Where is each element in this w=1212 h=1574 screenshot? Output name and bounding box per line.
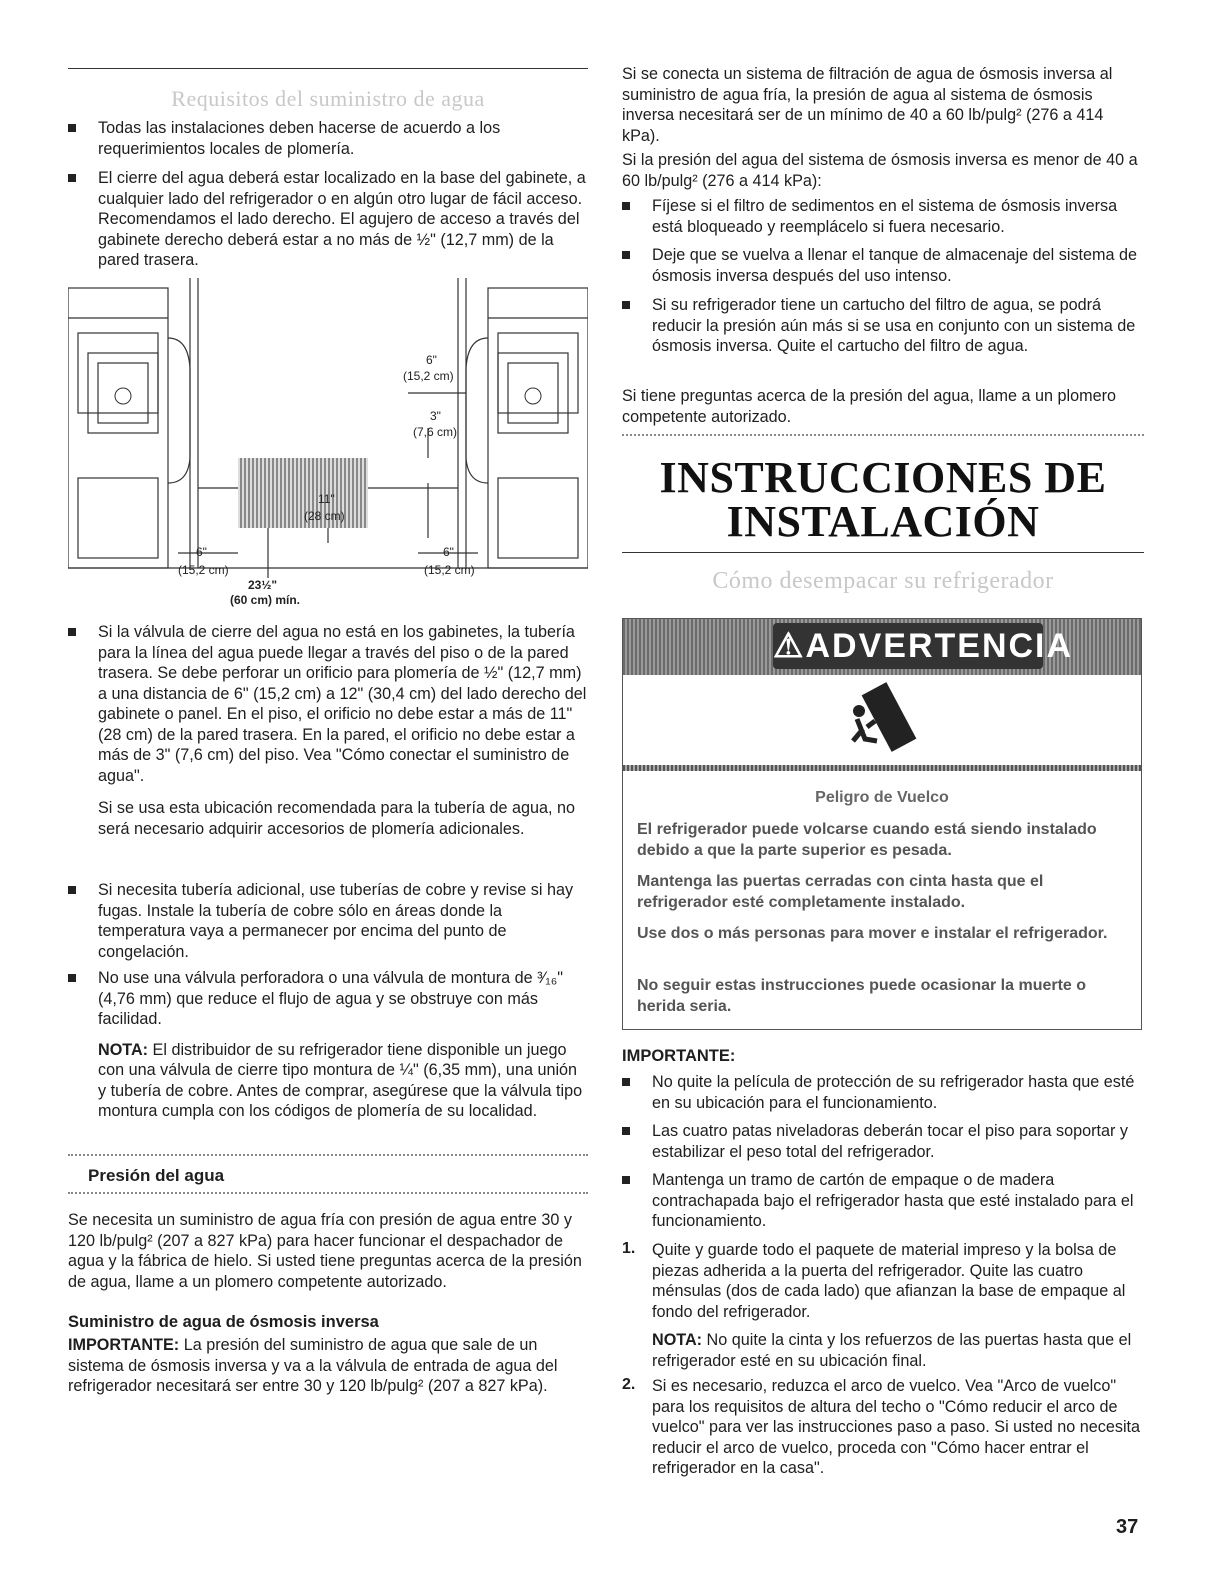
list-item: No quite la película de protección de su refrigerador hasta que esté en su ubicación para el funcionamiento. [622, 1072, 1144, 1113]
osmosis-text: IMPORTANTE: La presión del suministro de agua que sale de un sistema de ósmosis inversa y va a la válvula de entrada de agua del refrigerador necesitará ser entre 30 y 120 lb/pulg² (207 a 827 kPa). [68, 1336, 558, 1395]
list-item: Si la válvula de cierre del agua no está en los gabinetes, la tubería para la línea del agua puede llegar a través del piso o de la pared trasera. Se debe perforar un orificio para plomería de ½" (12,7 mm) a una distancia de 6" (15,2 cm) a 12" (30,4 cm) del lado derecho del gabinete o panel. En el piso, el orificio no debe estar a más de 11" (28 cm) de la pared trasera. En la pared, el orificio no debe estar a más de 3" (7,6 cm) del piso. Vea "Cómo conectar el suministro de agua". Si se usa esta ubicación recomendada para la tubería de agua, no será necesario adquirir accesorios de plomería adicionales. [68, 622, 588, 839]
dim-11-cm: (28 cm) [304, 509, 345, 523]
warning-line: Use dos o más personas para mover e instalar el refrigerador. [637, 925, 1108, 942]
list-item: Las cuatro patas niveladoras deberán tocar el piso para soportar y estabilizar el peso total del refrigerador. [622, 1121, 1144, 1162]
top-rule [68, 68, 588, 69]
bullet-icon [68, 886, 76, 894]
warning-line: No seguir estas instrucciones puede ocasionar la muerte o herida seria. [637, 977, 1087, 1015]
list-item: Si necesita tubería adicional, use tuberías de cobre y revise si hay fugas. Instale la tubería de cobre sólo en áreas donde la temperatura vaya a permanecer por encima del punto de congelación. [68, 880, 588, 962]
list-item: Deje que se vuelva a llenar el tanque de almacenaje del sistema de ósmosis inversa después del uso intenso. [622, 245, 1144, 286]
step-2: 2. Si es necesario, reduzca el arco de vuelco. Vea "Arco de vuelco" para los requisitos de altura del techo o "Cómo reducir el arco de vuelco" para ver las instrucciones paso a paso. Si usted no necesita reducir el arco de vuelco, proceda con "Cómo hacer entrar el refrigerador en la casa". [622, 1376, 1141, 1477]
dim-23-cm: (60 cm) mín. [230, 593, 301, 607]
dim-3-cm: (7,6 cm) [413, 425, 458, 439]
warning-line: El refrigerador puede volcarse cuando está siendo instalado debido a que la parte superior es pesada. [637, 821, 1097, 859]
bullet-icon [622, 1176, 630, 1184]
bullet-icon [68, 124, 76, 132]
floor-hatch-area [238, 458, 368, 528]
dim-6-left: 6" [196, 545, 207, 559]
divider [68, 1154, 588, 1156]
page-title-line2: INSTALACIÓN [726, 497, 1040, 546]
presion-text: Se necesita un suministro de agua fría con presión de agua entre 30 y 120 lb/pulg² (207 a 827 kPa) para hacer funcionar el despachador de agua y la fábrica de hielo. Si usted tiene preguntas acerca de la presión de agua, llame a un plomero competente autorizado. [68, 1211, 582, 1291]
warning-subtitle: Peligro de Vuelco [815, 789, 949, 806]
bullet-icon [622, 1127, 630, 1135]
right-p2: Si la presión del agua del sistema de ósmosis inversa es menor de 40 a 60 lb/pulg² (276 a 414 kPa): [622, 151, 1138, 190]
warning-divider [623, 765, 1141, 771]
dim-23: 23½" [248, 578, 278, 592]
right-p1: Si se conecta un sistema de filtración de agua de ósmosis inversa al suministro de agua fría, la presión de agua al sistema de ósmosis inversa necesitará ser de un mínimo de 40 a 60 lb/pulg² (276 a 414 kPa). [622, 65, 1113, 145]
warning-header [623, 619, 1141, 675]
list-item: Fíjese si el filtro de sedimentos en el sistema de ósmosis inversa está bloqueado y reemplácelo si fuera necesario. [622, 196, 1144, 237]
bullet-icon [68, 174, 76, 182]
section-title-water-supply: Requisitos del suministro de agua [171, 86, 485, 111]
list-item: Todas las instalaciones deben hacerse de acuerdo a los requerimientos locales de plomería. [68, 118, 588, 159]
bullet-icon [622, 251, 630, 259]
list-item: El cierre del agua deberá estar localizado en la base del gabinete, a cualquier lado del refrigerador o en algún otro lugar de fácil acceso. Recomendamos el lado derecho. El agujero de acceso a través del gabinete derecho deberá estar a no más de ½" (12,7 mm) de la pared trasera. [68, 168, 588, 271]
warning-line: Mantenga las puertas cerradas con cinta hasta que el refrigerador esté completamente instalado. [637, 873, 1044, 911]
page-number: 37 [1116, 1516, 1139, 1538]
dim-6-top-cm: (15,2 cm) [403, 369, 454, 383]
osmosis-title: Suministro de agua de ósmosis inversa [68, 1313, 379, 1331]
importante-label: IMPORTANTE: [622, 1047, 736, 1065]
section-rule [622, 552, 1144, 553]
page-title-line1: INSTRUCCIONES DE [659, 453, 1107, 502]
bullet-icon [68, 974, 76, 982]
bullet-icon [622, 202, 630, 210]
divider [622, 434, 1144, 436]
list-item: Si su refrigerador tiene un cartucho del filtro de agua, se podrá reducir la presión aún más si se usa en conjunto con un sistema de ósmosis inversa. Quite el cartucho del filtro de agua. [622, 295, 1144, 357]
dim-6-top: 6" [426, 353, 437, 367]
warning-label: ⚠ADVERTENCIA [773, 623, 1043, 669]
valve-icon [115, 388, 131, 404]
presion-title: Presión del agua [88, 1166, 225, 1185]
step-1: 1. Quite y guarde todo el paquete de material impreso y la bolsa de piezas adherida a la puerta del refrigerador. Quite las cuatro ménsulas (dos de cada lado) que afianzan la base de empaque al fondo del refrigerador. NOTA: No quite la cinta y los refuerzos de las puertas hasta que el refrigerador esté en su ubicación final. [622, 1240, 1132, 1370]
dim-6-left-cm: (15,2 cm) [178, 563, 229, 577]
bullet-icon [622, 301, 630, 309]
dim-3: 3" [430, 409, 441, 423]
tip-over-hazard-icon [843, 681, 923, 761]
water-line-location-diagram [68, 278, 588, 608]
dim-6-right-cm: (15,2 cm) [424, 563, 475, 577]
warning-box [622, 618, 1142, 1030]
right-p3: Si tiene preguntas acerca de la presión del agua, llame a un plomero competente autorizado. [622, 387, 1117, 426]
warning-triangle-icon: ⚠ [773, 627, 806, 665]
list-item: Mantenga un tramo de cartón de empaque o de madera contrachapada bajo el refrigerador hasta que esté instalado para el funcionamiento. [622, 1170, 1144, 1232]
list-item: No use una válvula perforadora o una válvula de montura de ³⁄₁₆" (4,76 mm) que reduce el flujo de agua y se obstruye con más facilidad. NOTA: El distribuidor de su refrigerador tiene disponible un juego con una válvula de cierre tipo montura de ¼" (6,35 mm), una unión y tubería de cobre. Antes de comprar, asegúrese que la válvula tipo montura cumpla con los códigos de plomería de su localidad. [68, 968, 588, 1122]
section-title-unpack: Cómo desempacar su refrigerador [712, 568, 1054, 594]
divider [68, 1192, 588, 1194]
dim-6-right: 6" [443, 545, 454, 559]
bullet-icon [68, 628, 76, 636]
dim-11: 11" [318, 492, 335, 506]
valve-icon [525, 388, 541, 404]
bullet-icon [622, 1078, 630, 1086]
